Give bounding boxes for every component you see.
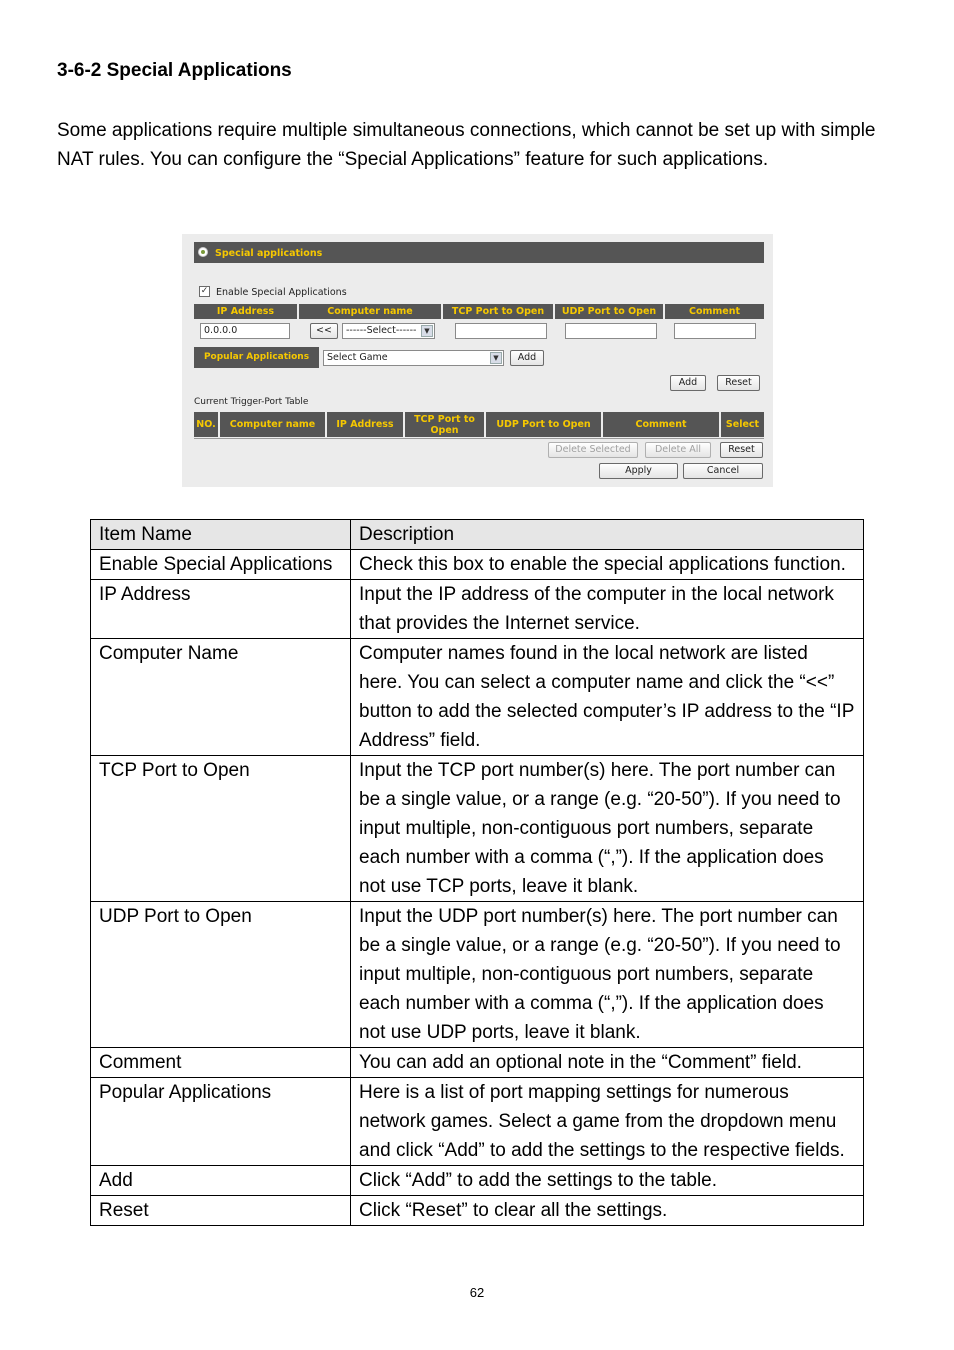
table-row	[91, 550, 864, 580]
table-row	[91, 1078, 864, 1166]
item-description: Click “Add” to add the settings to the table.	[351, 1166, 864, 1196]
page-number: 62	[469, 1285, 485, 1300]
table-row	[91, 1166, 864, 1196]
item-name: Computer Name	[91, 639, 351, 756]
item-name: TCP Port to Open	[91, 756, 351, 902]
item-description: Computer names found in the local network are listed here. You can select a computer name and click the “<<” button to add the selected computer’s IP address to the “IP Address” field.	[351, 639, 864, 756]
item-description: Input the TCP port number(s) here. The port number can be a single value, or a range (e.g. “20-50”). If you need to input multiple, non-contiguous port numbers, separate each number with a comma (“,”). If the application does not use TCP ports, leave it blank.	[351, 756, 864, 902]
table-row	[91, 902, 864, 1048]
tcol-no: NO.	[194, 412, 218, 437]
computer-select-value: ------Select------	[346, 325, 417, 336]
tcol-comment: Comment	[603, 412, 719, 437]
section-heading: 3-6-2 Special Applications	[57, 60, 292, 81]
col-tcp-port: TCP Port to Open	[443, 304, 553, 319]
cancel-button[interactable]: Cancel	[683, 463, 763, 479]
popular-add-button[interactable]: Add	[510, 350, 544, 366]
tcol-computer-name: Computer name	[220, 412, 325, 437]
table-row	[91, 1196, 864, 1226]
item-description-table	[90, 519, 864, 1226]
copy-ip-button[interactable]: <<	[310, 323, 338, 339]
udp-port-input[interactable]	[565, 323, 657, 339]
intro-paragraph: Some applications require multiple simultaneous connections, which cannot be set up with simple NAT rules. You can configure the “Special Applications” feature for such applications.	[57, 120, 876, 170]
ip-address-input[interactable]: 0.0.0.0	[200, 323, 290, 339]
apply-button[interactable]: Apply	[599, 463, 678, 479]
trigger-table-caption: Current Trigger-Port Table	[194, 397, 309, 407]
radio-icon	[198, 247, 208, 257]
panel-header	[194, 242, 764, 263]
col-comment: Comment	[665, 304, 764, 319]
game-select[interactable]	[323, 350, 504, 366]
item-name: UDP Port to Open	[91, 902, 351, 1048]
item-description: Here is a list of port mapping settings for numerous network games. Select a game from the dropdown menu and click “Add” to add the settings to the respective fields.	[351, 1078, 864, 1166]
header-item-name: Item Name	[91, 520, 351, 550]
add-button[interactable]: Add	[670, 375, 706, 391]
enable-checkbox[interactable]: ✓	[200, 286, 209, 296]
header-description: Description	[351, 520, 864, 550]
tcol-select: Select	[721, 412, 764, 437]
tcp-port-input[interactable]	[455, 323, 547, 339]
item-description: Input the IP address of the computer in the local network that provides the Internet service.	[351, 580, 864, 639]
chevron-down-icon: ▼	[490, 352, 502, 364]
table-row	[91, 1048, 864, 1078]
popular-applications-label: Popular Applications	[194, 347, 319, 368]
item-description: Click “Reset” to clear all the settings.	[351, 1196, 864, 1226]
item-name: Reset	[91, 1196, 351, 1226]
tcol-tcp-port: TCP Port to Open	[405, 412, 484, 437]
table-divider	[194, 438, 764, 439]
delete-all-button[interactable]: Delete All	[645, 442, 711, 458]
item-name: IP Address	[91, 580, 351, 639]
table-header-row	[91, 520, 864, 550]
item-name: Comment	[91, 1048, 351, 1078]
table-row	[91, 580, 864, 639]
col-computer-name: Computer name	[299, 304, 441, 319]
item-description: You can add an optional note in the “Comment” field.	[351, 1048, 864, 1078]
item-name: Enable Special Applications	[91, 550, 351, 580]
tcol-udp-port: UDP Port to Open	[486, 412, 601, 437]
item-description: Input the UDP port number(s) here. The port number can be a single value, or a range (e.g. “20-50”). If you need to input multiple, non-contiguous port numbers, separate each number with a comma (“,”). If the application does not use UDP ports, leave it blank.	[351, 902, 864, 1048]
item-name: Popular Applications	[91, 1078, 351, 1166]
table-row	[91, 639, 864, 756]
enable-label: Enable Special Applications	[216, 287, 347, 298]
item-description: Check this box to enable the special applications function.	[351, 550, 864, 580]
item-name: Add	[91, 1166, 351, 1196]
col-ip-address: IP Address	[194, 304, 297, 319]
table-reset-button[interactable]: Reset	[720, 442, 763, 458]
tcol-ip-address: IP Address	[327, 412, 403, 437]
chevron-down-icon: ▼	[421, 325, 433, 337]
comment-input[interactable]	[674, 323, 756, 339]
game-select-value: Select Game	[327, 352, 388, 363]
table-row	[91, 756, 864, 902]
panel-title: Special applications	[215, 248, 323, 259]
delete-selected-button[interactable]: Delete Selected	[548, 442, 638, 458]
col-udp-port: UDP Port to Open	[555, 304, 663, 319]
special-applications-screenshot	[182, 234, 773, 487]
reset-button[interactable]: Reset	[717, 375, 760, 391]
computer-name-select[interactable]	[342, 323, 435, 339]
